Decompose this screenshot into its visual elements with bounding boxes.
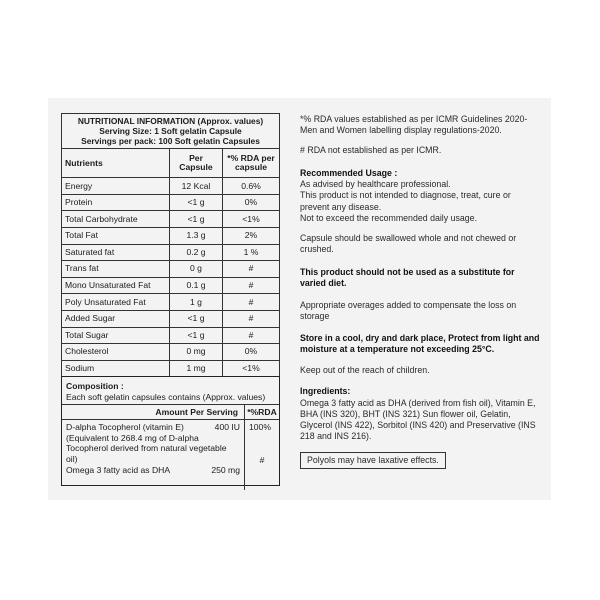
composition-items <box>62 420 245 490</box>
composition-rda <box>245 420 279 490</box>
nutrient-per-capsule: 1 g <box>170 294 223 311</box>
nutrient-per-capsule: 12 Kcal <box>170 178 223 195</box>
info-column <box>300 114 540 469</box>
composition-subtitle: Each soft gelatin capsules contains (Approx. values) <box>62 391 279 405</box>
nutrient-name: Energy <box>62 178 170 195</box>
nutrient-name: Total Fat <box>62 228 170 245</box>
col-rda: *% RDA per capsule <box>223 149 280 178</box>
nutrient-row <box>62 310 280 327</box>
nutrition-header <box>62 114 280 149</box>
nutrient-rda: 0.6% <box>223 178 280 195</box>
nutrient-rda: 0% <box>223 344 280 361</box>
item1-amount: 400 IU <box>214 422 240 432</box>
item-vitamin-e <box>66 422 240 433</box>
col-nutrients: Nutrients <box>62 149 170 178</box>
nutrient-per-capsule: <1 g <box>170 211 223 228</box>
nutrient-per-capsule: 1 mg <box>170 360 223 377</box>
header-rda: *%RDA <box>247 407 277 417</box>
nutrient-name: Total Carbohydrate <box>62 211 170 228</box>
nutrient-per-capsule: <1 g <box>170 194 223 211</box>
item2-amount: 250 mg <box>211 464 240 475</box>
nutrient-per-capsule: <1 g <box>170 310 223 327</box>
nutrient-name: Mono Unsaturated Fat <box>62 277 170 294</box>
servings-per-pack: Servings per pack: 100 Soft gelatin Capsules <box>81 136 260 147</box>
nutrient-name: Protein <box>62 194 170 211</box>
nutrient-name: Sodium <box>62 360 170 377</box>
nutrition-title: NUTRITIONAL INFORMATION (Approx. values) <box>77 116 264 126</box>
nutrient-row <box>62 294 280 311</box>
nutrient-rda: # <box>223 327 280 344</box>
item1-note: (Equivalent to 268.4 mg of D-alpha Tocopherol derived from natural vegetable oil) <box>66 432 227 465</box>
polyols-note: Polyols may have laxative effects. <box>300 452 446 469</box>
item-dha <box>66 465 240 476</box>
composition-box <box>61 376 280 486</box>
nutrient-per-capsule: 0 g <box>170 261 223 278</box>
nutrient-rda: 1 % <box>223 244 280 261</box>
nutrient-row <box>62 360 280 377</box>
nutrient-rda: 2% <box>223 228 280 245</box>
composition-header <box>62 405 279 420</box>
overages-note: Appropriate overages added to compensate the loss on storage <box>300 300 517 322</box>
col-per-capsule: Per Capsule <box>170 149 223 178</box>
nutrient-per-capsule: 1.3 g <box>170 228 223 245</box>
nutrient-row <box>62 178 280 195</box>
rda-note: *% RDA values established as per ICMR Guidelines 2020- Men and Women labelling display regulations-2020. <box>300 114 528 136</box>
nutrient-per-capsule: 0.2 g <box>170 244 223 261</box>
nutrient-row <box>62 228 280 245</box>
nutrient-per-capsule: <1 g <box>170 327 223 344</box>
usage-line-3: Not to exceed the recommended daily usage. <box>300 212 478 223</box>
serving-size: Serving Size: 1 Soft gelatin Capsule <box>99 126 242 137</box>
composition-body <box>62 420 279 490</box>
nutrient-rda: 0% <box>223 194 280 211</box>
rda-hash-note: # RDA not established as per ICMR. <box>300 144 442 155</box>
substitute-note: This product should not be used as a substitute for varied diet. <box>300 266 515 288</box>
nutrient-rda: # <box>223 261 280 278</box>
nutrient-name: Poly Unsaturated Fat <box>62 294 170 311</box>
item2-name: Omega 3 fatty acid as DHA <box>66 464 171 475</box>
nutrient-name: Total Sugar <box>62 327 170 344</box>
nutrient-name: Cholesterol <box>62 344 170 361</box>
nutrient-row <box>62 194 280 211</box>
nutrient-rda: # <box>223 310 280 327</box>
composition-title: Composition : <box>66 381 124 391</box>
nutrient-rda: # <box>223 277 280 294</box>
nutrient-per-capsule: 0.1 g <box>170 277 223 294</box>
usage-line-2: This product is not intended to diagnose, treat, cure or prevent any disease. <box>300 190 511 212</box>
ingredients-title: Ingredients: <box>300 386 351 397</box>
nutrient-row <box>62 344 280 361</box>
item2-rda: # <box>259 454 265 465</box>
header-amount: Amount Per Serving <box>62 405 245 419</box>
item1-rda: 100% <box>249 422 271 432</box>
children-note: Keep out of the reach of children. <box>300 365 430 375</box>
nutrient-name: Trans fat <box>62 261 170 278</box>
item1-name: D-alpha Tocopherol (vitamin E) <box>66 422 184 432</box>
nutrient-row <box>62 277 280 294</box>
nutrient-row <box>62 261 280 278</box>
usage-line-1: As advised by healthcare professional. <box>300 179 451 189</box>
storage-note: Store in a cool, dry and dark place, Protect from light and moisture at a temperature not exceeding 25°C. <box>300 332 540 354</box>
capsule-note: Capsule should be swallowed whole and not chewed or crushed. <box>300 233 517 255</box>
nutrient-rda: <1% <box>223 211 280 228</box>
usage-title: Recommended Usage : <box>300 167 398 178</box>
nutrient-per-capsule: 0 mg <box>170 344 223 361</box>
nutrient-rda: # <box>223 294 280 311</box>
nutrient-row <box>62 327 280 344</box>
nutrition-table <box>61 113 280 377</box>
nutrient-name: Saturated fat <box>62 244 170 261</box>
nutrient-name: Added Sugar <box>62 310 170 327</box>
nutrient-row <box>62 244 280 261</box>
ingredients-text: Omega 3 fatty acid as DHA (derived from fish oil), Vitamin E, BHA (INS 320), BHT (INS 321) Sun flower oil, Gelatin, Glycerol (INS 422), Sorbitol (INS 420) and Preservative (INS 218 and INS 216). <box>300 397 536 442</box>
nutrient-rda: <1% <box>223 360 280 377</box>
nutrient-row <box>62 211 280 228</box>
